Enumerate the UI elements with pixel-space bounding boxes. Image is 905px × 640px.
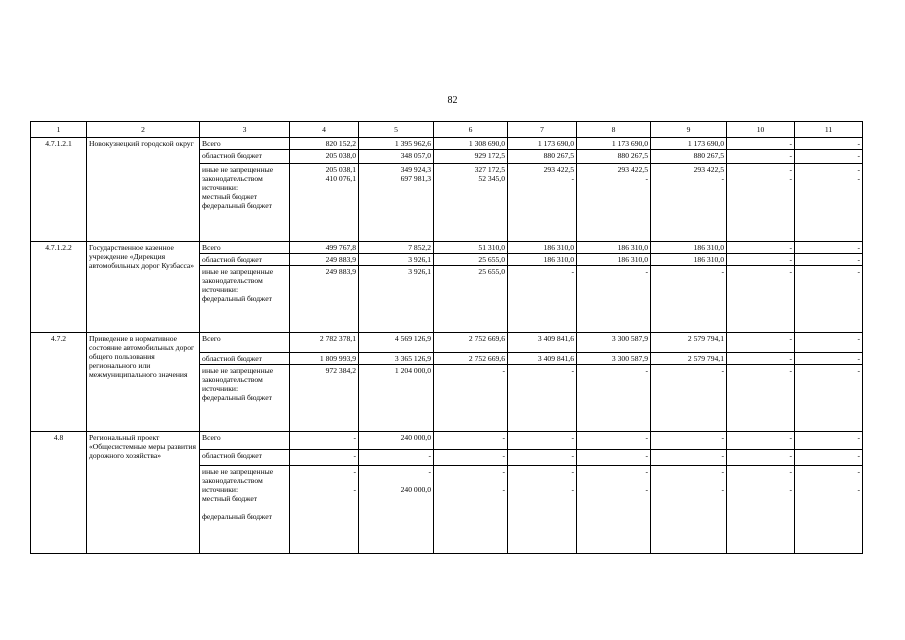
value-cell (795, 150, 863, 164)
value-cell (290, 432, 359, 450)
value-cell (359, 266, 434, 333)
value-cell (359, 365, 434, 432)
funding-source-label: Всего (202, 139, 221, 148)
value-cell (359, 333, 434, 353)
value: 880 267,5 (693, 151, 724, 160)
funding-source-label: иные не запрещенные законодательством источники: (202, 467, 274, 494)
value: - (857, 467, 860, 476)
value-cell (651, 466, 727, 554)
value-cell (359, 466, 434, 554)
value-cell (577, 242, 651, 254)
col-header: 10 (727, 122, 795, 138)
value: - (721, 467, 724, 476)
value: 1 173 690,0 (611, 139, 648, 148)
col-header: 5 (359, 122, 434, 138)
value: - (857, 485, 860, 494)
value: - (789, 243, 792, 252)
value-cell (508, 164, 577, 242)
value: - (645, 267, 648, 276)
item-name: Новокузнецкий городской округ (87, 138, 200, 242)
value-cell (359, 242, 434, 254)
value-cell (290, 333, 359, 353)
item-name: Приведение в нормативное состояние автомобильных дорог общего пользования регионального или межмуниципального значения (87, 333, 200, 432)
value-cell (434, 150, 508, 164)
funding-source (200, 432, 290, 450)
value: 293 422,5 (543, 165, 574, 174)
value: 186 310,0 (693, 243, 724, 252)
value: 3 365 126,9 (394, 354, 431, 363)
value-cell (508, 138, 577, 150)
value-cell (359, 254, 434, 266)
value-cell (434, 432, 508, 450)
value-cell (795, 138, 863, 150)
col-header: 4 (290, 122, 359, 138)
value-cell (434, 266, 508, 333)
value: 186 310,0 (693, 255, 724, 264)
value: - (789, 366, 792, 375)
value: - (428, 467, 431, 476)
funding-source (200, 466, 290, 554)
value-cell (577, 333, 651, 353)
value: - (721, 366, 724, 375)
value-cell (508, 450, 577, 466)
value-cell (508, 266, 577, 333)
value: 499 767,8 (325, 243, 356, 252)
funding-source-label: федеральный бюджет (202, 201, 272, 210)
value-cell (290, 466, 359, 554)
value: - (645, 174, 648, 183)
value: 327 172,5 (474, 165, 505, 174)
value: - (789, 139, 792, 148)
item-code: 4.7.1.2.1 (31, 138, 87, 242)
value: - (789, 151, 792, 160)
funding-source (200, 254, 290, 266)
value: 249 883,9 (325, 267, 356, 276)
value-cell (434, 333, 508, 353)
value: 25 655,0 (478, 267, 505, 276)
funding-source-label: иные не запрещенные законодательством источники: (202, 165, 274, 192)
value-cell (290, 164, 359, 242)
header-row (31, 122, 863, 138)
value: - (645, 433, 648, 442)
value-cell (290, 150, 359, 164)
value-cell (577, 164, 651, 242)
value: 3 300 587,9 (611, 354, 648, 363)
value: - (789, 485, 792, 494)
value: 880 267,5 (617, 151, 648, 160)
funding-source-label: областной бюджет (202, 451, 262, 460)
table-row (31, 333, 863, 353)
value: - (721, 174, 724, 183)
value-cell (727, 432, 795, 450)
value: - (857, 243, 860, 252)
value: - (789, 451, 792, 460)
item-code: 4.7.2 (31, 333, 87, 432)
value-cell (577, 353, 651, 365)
value-cell (434, 450, 508, 466)
value: 929 172,5 (474, 151, 505, 160)
value-cell (434, 466, 508, 554)
value: - (857, 433, 860, 442)
table-row (31, 242, 863, 254)
value: 697 981,3 (400, 174, 431, 183)
table-row (31, 138, 863, 150)
value-cell (727, 150, 795, 164)
value: - (721, 485, 724, 494)
value: - (789, 174, 792, 183)
value-cell (795, 466, 863, 554)
funding-source-label: местный бюджет (202, 192, 258, 201)
value: - (571, 451, 574, 460)
value: - (789, 334, 792, 343)
col-header: 3 (200, 122, 290, 138)
value: - (571, 267, 574, 276)
value-cell (577, 150, 651, 164)
value-cell (651, 138, 727, 150)
value: 293 422,5 (693, 165, 724, 174)
value: - (645, 485, 648, 494)
value: - (502, 366, 505, 375)
value-cell (508, 333, 577, 353)
value: - (789, 433, 792, 442)
value: - (353, 485, 356, 494)
value-cell (290, 266, 359, 333)
value-cell (651, 365, 727, 432)
value: 52 345,0 (478, 174, 505, 183)
value: - (353, 451, 356, 460)
value-cell (727, 266, 795, 333)
value: 1 173 690,0 (687, 139, 724, 148)
funding-source (200, 333, 290, 353)
funding-source-label: местный бюджет (202, 494, 258, 503)
funding-source-label: иные не запрещенные законодательством источники: (202, 366, 274, 393)
value: - (571, 366, 574, 375)
value: - (789, 267, 792, 276)
value-cell (359, 138, 434, 150)
value: - (857, 451, 860, 460)
value: - (721, 433, 724, 442)
value-cell (577, 365, 651, 432)
col-header: 6 (434, 122, 508, 138)
value: 2 579 794,1 (687, 334, 724, 343)
value-cell (359, 353, 434, 365)
value: 348 057,0 (400, 151, 431, 160)
table-row (31, 432, 863, 450)
value-cell (290, 254, 359, 266)
value: 186 310,0 (543, 243, 574, 252)
funding-source (200, 164, 290, 242)
value-cell (290, 450, 359, 466)
value-cell (434, 242, 508, 254)
value: 1 809 993,9 (319, 354, 356, 363)
value: 2 579 794,1 (687, 354, 724, 363)
value: 1 308 690,0 (468, 139, 505, 148)
value: 205 038,1 (325, 165, 356, 174)
value-cell (434, 138, 508, 150)
value-cell (727, 138, 795, 150)
value-cell (727, 242, 795, 254)
value-cell (795, 254, 863, 266)
value: - (721, 267, 724, 276)
value-cell (577, 432, 651, 450)
value-cell (795, 450, 863, 466)
value: - (857, 334, 860, 343)
value: - (571, 467, 574, 476)
item-code: 4.8 (31, 432, 87, 554)
value: - (857, 267, 860, 276)
funding-source (200, 266, 290, 333)
value: - (571, 174, 574, 183)
value-cell (795, 333, 863, 353)
funding-source-label: Всего (202, 334, 221, 343)
value-cell (651, 254, 727, 266)
value: - (502, 485, 505, 494)
funding-source (200, 353, 290, 365)
value: 1 395 962,6 (394, 139, 431, 148)
value: 4 569 126,9 (394, 334, 431, 343)
value: - (353, 433, 356, 442)
value-cell (508, 353, 577, 365)
value: 51 310,0 (478, 243, 505, 252)
item-code: 4.7.1.2.2 (31, 242, 87, 333)
value: 249 883,9 (325, 255, 356, 264)
value-cell (727, 254, 795, 266)
value: 2 782 378,1 (319, 334, 356, 343)
value: - (502, 451, 505, 460)
value-cell (577, 450, 651, 466)
col-header: 7 (508, 122, 577, 138)
value-cell (651, 353, 727, 365)
funding-source-label: федеральный бюджет (202, 393, 272, 402)
value: - (789, 354, 792, 363)
value-cell (434, 353, 508, 365)
value-cell (508, 254, 577, 266)
value-cell (727, 365, 795, 432)
funding-source-label: областной бюджет (202, 255, 262, 264)
value: - (353, 467, 356, 476)
value: - (789, 467, 792, 476)
item-name: Региональный проект «Общесистемные меры развития дорожного хозяйства» (87, 432, 200, 554)
funding-source-label: областной бюджет (202, 151, 262, 160)
value-cell (795, 242, 863, 254)
col-header: 11 (795, 122, 863, 138)
value: 3 409 841,6 (537, 354, 574, 363)
value: 3 926,1 (408, 255, 431, 264)
value: - (857, 366, 860, 375)
value-cell (359, 164, 434, 242)
value: - (857, 165, 860, 174)
value: - (645, 451, 648, 460)
value: 2 752 669,6 (468, 334, 505, 343)
value-cell (577, 266, 651, 333)
value-cell (434, 365, 508, 432)
value-cell (290, 138, 359, 150)
col-header: 2 (87, 122, 200, 138)
value-cell (290, 242, 359, 254)
value-cell (508, 150, 577, 164)
value: 820 152,2 (325, 139, 356, 148)
funding-source-label: федеральный бюджет (202, 294, 272, 303)
value: 972 384,2 (325, 366, 356, 375)
value-cell (651, 266, 727, 333)
value: - (571, 485, 574, 494)
value: - (857, 139, 860, 148)
value-cell (651, 432, 727, 450)
value: 25 655,0 (478, 255, 505, 264)
funding-source-label: федеральный бюджет (202, 512, 272, 521)
value-cell (727, 450, 795, 466)
value: - (789, 255, 792, 264)
value-cell (359, 432, 434, 450)
value: 205 038,0 (325, 151, 356, 160)
value: - (857, 354, 860, 363)
value: - (645, 467, 648, 476)
page-number: 82 (447, 95, 458, 106)
value-cell (795, 353, 863, 365)
value-cell (651, 450, 727, 466)
funding-source-label: Всего (202, 243, 221, 252)
value: - (857, 174, 860, 183)
value: 1 173 690,0 (537, 139, 574, 148)
value: 240 000,0 (400, 485, 431, 494)
value: 293 422,5 (617, 165, 648, 174)
value-cell (795, 432, 863, 450)
value-cell (434, 254, 508, 266)
value-cell (727, 333, 795, 353)
value-cell (651, 242, 727, 254)
item-name: Государственное казенное учреждение «Дирекция автомобильных дорог Кузбасса» (87, 242, 200, 333)
value-cell (290, 353, 359, 365)
value-cell (795, 365, 863, 432)
value: 349 924,3 (400, 165, 431, 174)
value-cell (795, 266, 863, 333)
value: 3 409 841,6 (537, 334, 574, 343)
value-cell (727, 466, 795, 554)
value: 3 926,1 (408, 267, 431, 276)
funding-source (200, 450, 290, 466)
funding-source (200, 150, 290, 164)
value-cell (651, 150, 727, 164)
value: - (857, 151, 860, 160)
value: 1 204 000,0 (394, 366, 431, 375)
value-cell (508, 432, 577, 450)
funding-source (200, 138, 290, 150)
value: - (502, 467, 505, 476)
value-cell (359, 150, 434, 164)
funding-source (200, 242, 290, 254)
funding-source-label: Всего (202, 433, 221, 442)
value: - (645, 366, 648, 375)
value: - (789, 165, 792, 174)
funding-source-label: иные не запрещенные законодательством источники: (202, 267, 274, 294)
value: - (428, 451, 431, 460)
col-header: 8 (577, 122, 651, 138)
value: 186 310,0 (617, 243, 648, 252)
value-cell (727, 353, 795, 365)
value: 240 000,0 (400, 433, 431, 442)
value: 880 267,5 (543, 151, 574, 160)
value-cell (651, 333, 727, 353)
value: 186 310,0 (617, 255, 648, 264)
value-cell (434, 164, 508, 242)
value-cell (359, 450, 434, 466)
value-cell (508, 365, 577, 432)
col-header: 9 (651, 122, 727, 138)
value-cell (727, 164, 795, 242)
col-header: 1 (31, 122, 87, 138)
value: - (721, 451, 724, 460)
value: - (502, 433, 505, 442)
value-cell (290, 365, 359, 432)
value: - (857, 255, 860, 264)
value-cell (577, 138, 651, 150)
value-cell (577, 254, 651, 266)
value-cell (508, 466, 577, 554)
funding-source-label: областной бюджет (202, 354, 262, 363)
funding-source (200, 365, 290, 432)
value-cell (577, 466, 651, 554)
value: - (571, 433, 574, 442)
value: 7 852,2 (408, 243, 431, 252)
value: 186 310,0 (543, 255, 574, 264)
value-cell (795, 164, 863, 242)
budget-table (30, 121, 863, 554)
value-cell (651, 164, 727, 242)
value: 2 752 669,6 (468, 354, 505, 363)
value-cell (508, 242, 577, 254)
value: 410 076,1 (325, 174, 356, 183)
value: 3 300 587,9 (611, 334, 648, 343)
